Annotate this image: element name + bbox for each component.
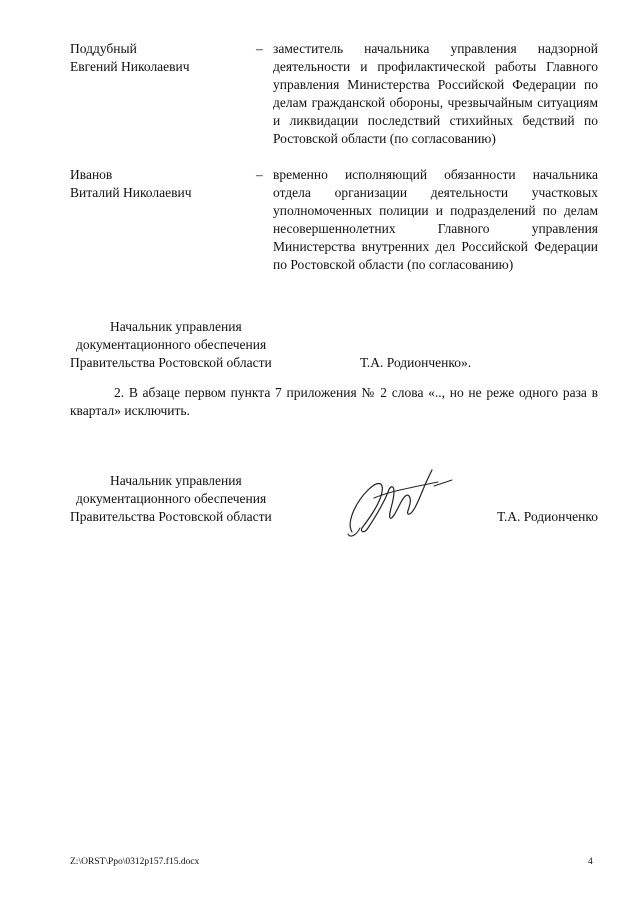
signature-title-line: документационного обеспечения [76, 491, 267, 506]
member-name [70, 166, 260, 202]
member-position: заместитель начальника управления надзорной деятельности и профилактической работы Главного управления Министерства Российской Федерации по делам гражданской обороны, чрезвычайным ситуациям и ликвидации последствий стихийных бедствий по Ростовской области (по согласованию) [273, 41, 598, 146]
member-entry [70, 40, 598, 160]
signatory-name: Т.А. Родионченко». [360, 355, 472, 370]
member-position: временно исполняющий обязанности начальника отдела организации деятельности участковых уполномоченных полиции и подразделений по делам несовершеннолетних Главного управления Министерства внутренних дел Российской Федерации по Ростовской области (по согласованию) [273, 167, 598, 272]
signature-block [70, 318, 510, 372]
footer-file-path: Z:\ORST\Ppo\0312p157.f15.docx [70, 857, 200, 867]
footer-page-number: 4 [588, 857, 593, 867]
amendment-paragraph: 2. В абзаце первом пункта 7 приложения № 2 слова «.., но не реже одного раза в квартал» исключить. [70, 385, 598, 418]
signatory-name: Т.А. Родионченко [497, 509, 598, 524]
member-name [70, 40, 260, 76]
member-given-name: Виталий Николаевич [70, 185, 192, 200]
signature-title-line: Начальник управления [110, 319, 242, 334]
signature-title-line: документационного обеспечения [76, 337, 267, 352]
member-surname: Поддубный [70, 41, 137, 56]
signature-title-line: Начальник управления [110, 473, 242, 488]
handwritten-signature [338, 462, 458, 542]
dash: – [256, 41, 263, 56]
member-given-name: Евгений Николаевич [70, 59, 190, 74]
member-entry [70, 166, 598, 286]
dash: – [256, 167, 263, 182]
member-surname: Иванов [70, 167, 113, 182]
signature-title-line: Правительства Ростовской области [70, 355, 272, 370]
signature-block [70, 472, 598, 526]
signature-title-line: Правительства Ростовской области [70, 509, 272, 524]
